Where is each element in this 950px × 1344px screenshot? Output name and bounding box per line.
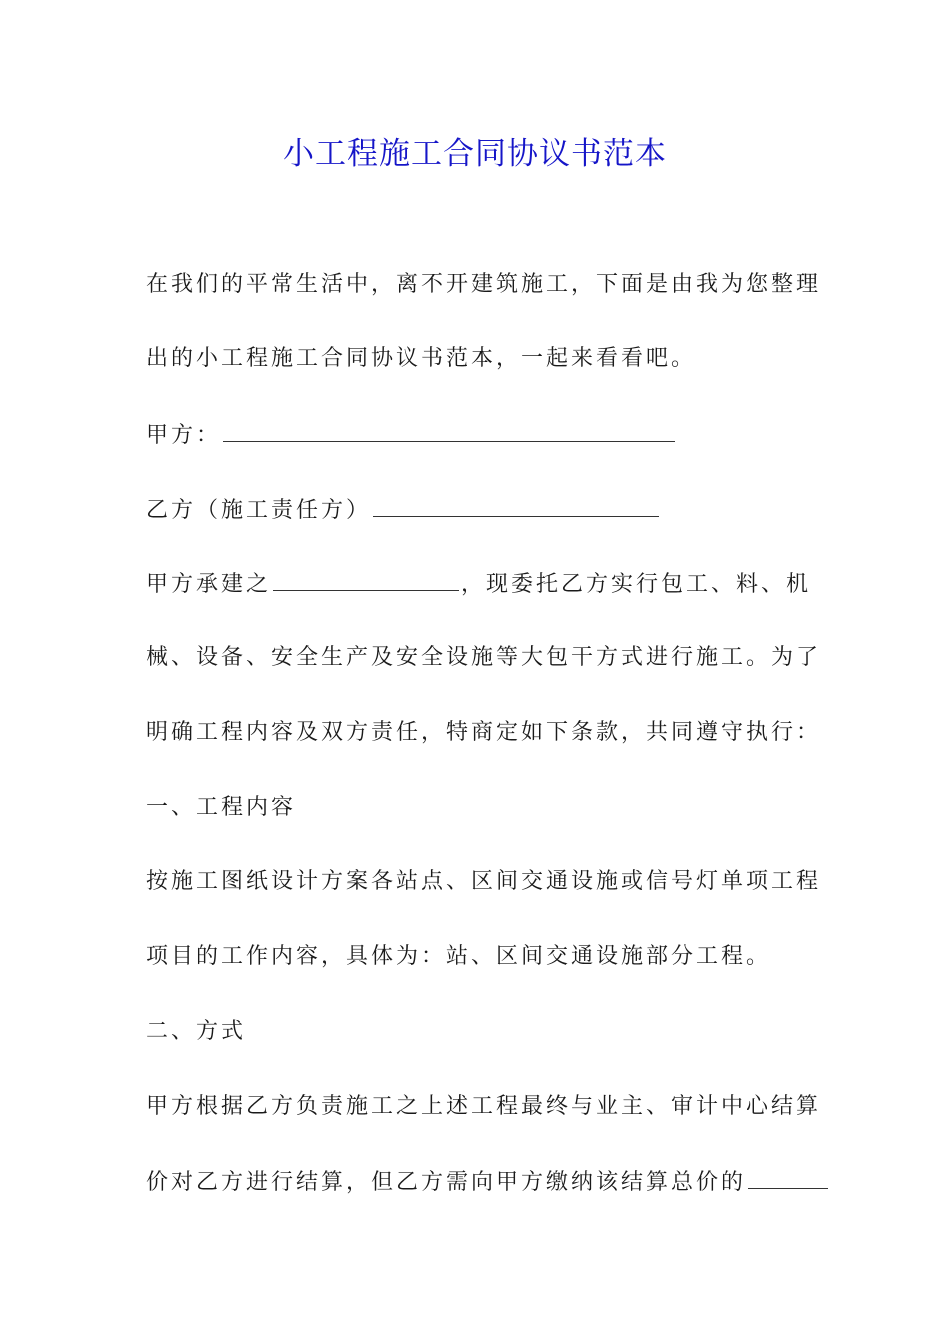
section1-line-1: 按施工图纸设计方案各站点、区间交通设施或信号灯单项工程 xyxy=(146,869,822,894)
party-b-row xyxy=(146,494,661,526)
section2-heading: 二、方式 xyxy=(146,1019,247,1044)
para1-suffix: ，现委托乙方实行包工、料、机 xyxy=(461,572,812,597)
section2-line-1: 甲方根据乙方负责施工之上述工程最终与业主、审计中心结算 xyxy=(146,1094,822,1119)
para1-prefix: 甲方承建之 xyxy=(146,572,272,597)
section2-line-2-text: 价对乙方进行结算，但乙方需向甲方缴纳该结算总价的 xyxy=(146,1170,747,1195)
percentage-blank xyxy=(748,1166,828,1189)
section1-heading: 一、工程内容 xyxy=(146,795,297,820)
section2-line-2 xyxy=(146,1166,830,1198)
project-name-blank xyxy=(273,568,459,591)
para1-line-2: 械、设备、安全生产及安全设施等大包干方式进行施工。为了 xyxy=(146,645,822,670)
party-b-blank xyxy=(373,494,659,517)
intro-line-2: 出的小工程施工合同协议书范本，一起来看看吧。 xyxy=(146,346,697,371)
para1-line-3: 明确工程内容及双方责任，特商定如下条款，共同遵守执行： xyxy=(146,720,822,745)
party-a-row xyxy=(146,419,677,451)
para1-line-1 xyxy=(146,568,811,600)
party-a-blank xyxy=(223,419,675,442)
party-a-label: 甲方： xyxy=(146,423,222,448)
party-b-label: 乙方（施工责任方） xyxy=(146,498,372,523)
intro-line-1: 在我们的平常生活中，离不开建筑施工，下面是由我为您整理 xyxy=(146,272,822,297)
document-title: 小工程施工合同协议书范本 xyxy=(283,136,667,172)
section1-line-2: 项目的工作内容，具体为：站、区间交通设施部分工程。 xyxy=(146,944,772,969)
